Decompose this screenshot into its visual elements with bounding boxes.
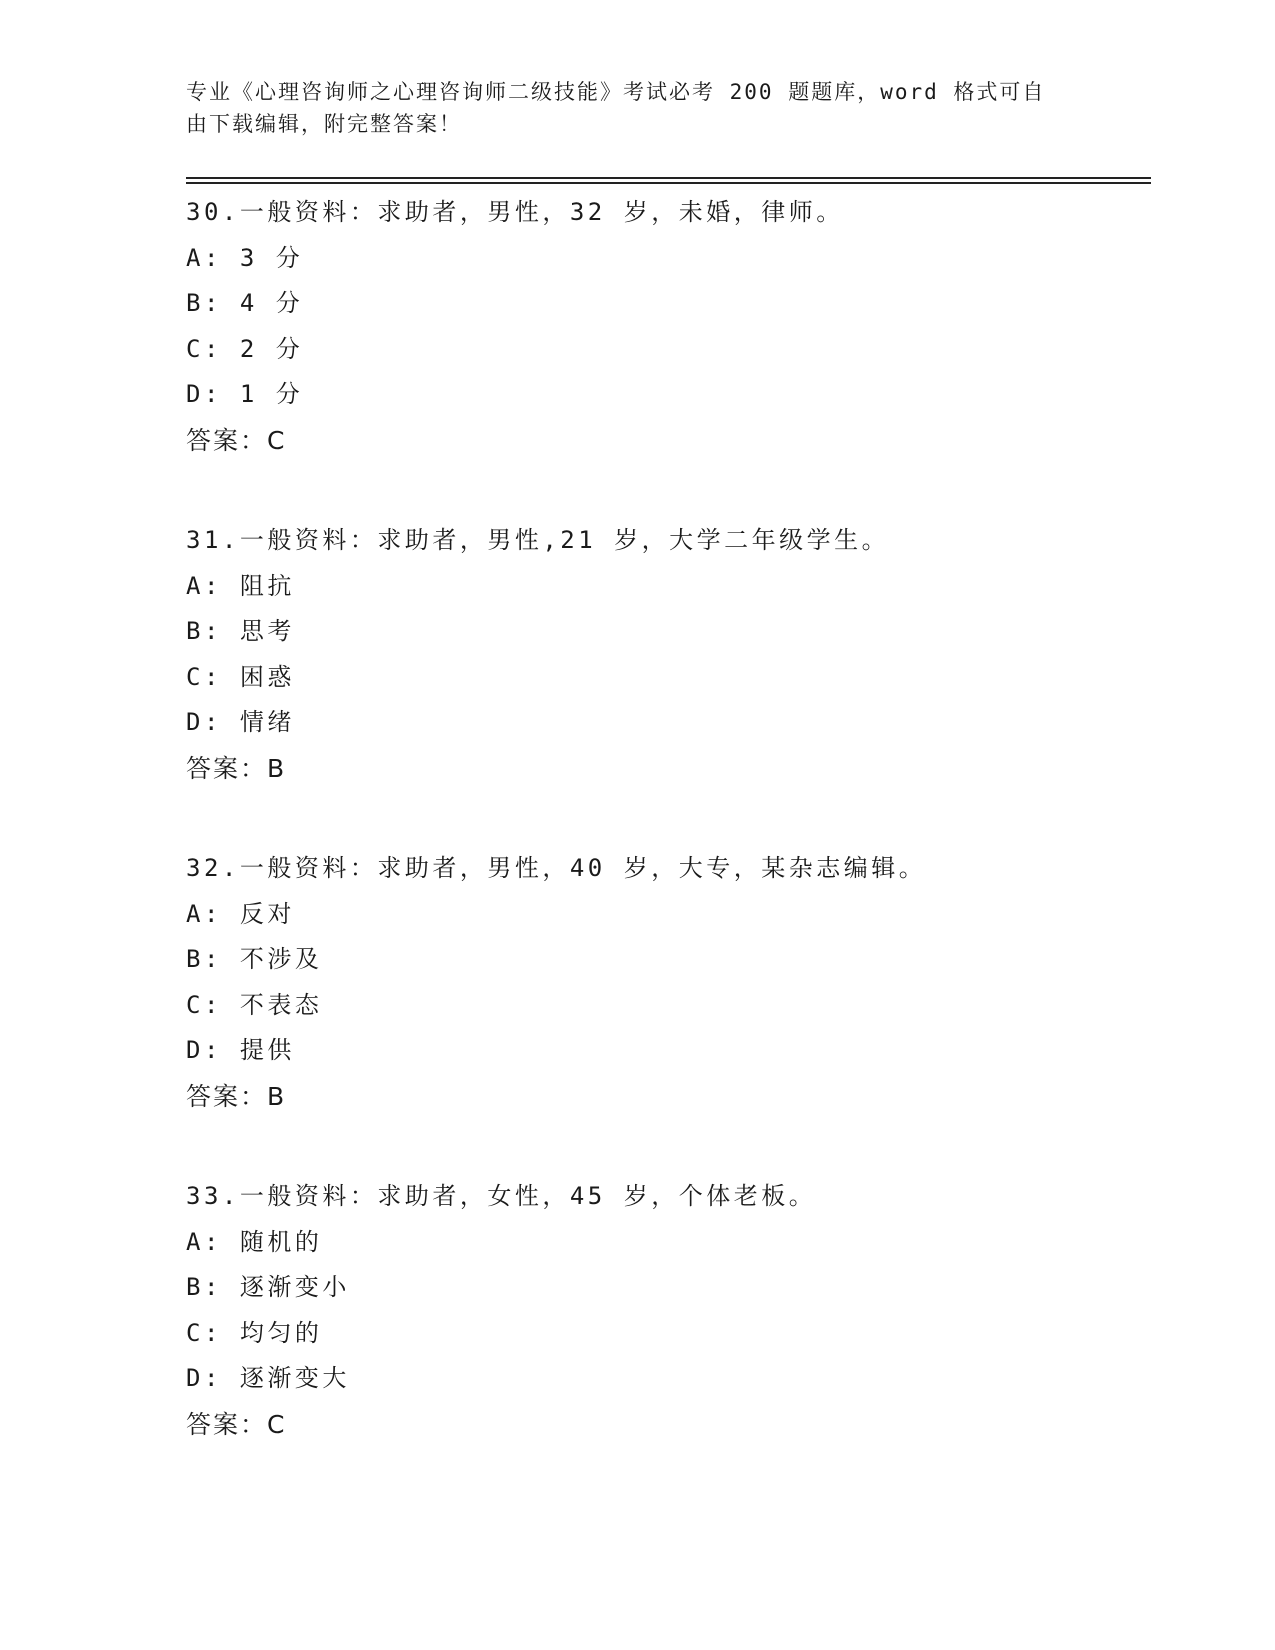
answer-line: 答案：B: [186, 1081, 287, 1111]
question-stem: 30.一般资料：求助者，男性，32 岁，未婚，律师。: [186, 198, 844, 226]
option-a: A: 随机的: [186, 1227, 323, 1256]
option-b: B: 逐渐变小: [186, 1273, 350, 1301]
question-30: [186, 190, 1136, 463]
option-b: B: 4 分: [186, 289, 304, 317]
header-line-1: 专业《心理咨询师之心理咨询师二级技能》考试必考 200 题题库，word 格式可自: [186, 80, 1046, 104]
option-c: C: 均匀的: [186, 1318, 323, 1347]
question-33: [186, 1174, 1136, 1447]
option-d: D: 提供: [186, 1036, 295, 1064]
question-stem: 31.一般资料：求助者，男性,21 岁，大学二年级学生。: [186, 526, 890, 554]
question-32: [186, 846, 1136, 1119]
answer-line: 答案：B: [186, 753, 287, 783]
header-divider-top: [186, 177, 1151, 179]
option-b: B: 思考: [186, 617, 295, 645]
answer-line: 答案：C: [186, 425, 287, 455]
option-c: C: 2 分: [186, 334, 304, 363]
header-line-2: 由下载编辑，附完整答案！: [186, 112, 462, 136]
answer-line: 答案：C: [186, 1409, 287, 1439]
question-stem: 32.一般资料：求助者，男性，40 岁，大专，某杂志编辑。: [186, 854, 927, 882]
option-c: C: 不表态: [186, 990, 323, 1019]
option-d: D: 逐渐变大: [186, 1364, 350, 1392]
document-header: [186, 76, 1076, 140]
option-a: A: 3 分: [186, 243, 304, 272]
option-a: A: 阻抗: [186, 571, 295, 600]
question-stem: 33.一般资料：求助者，女性，45 岁，个体老板。: [186, 1182, 817, 1210]
option-d: D: 1 分: [186, 380, 304, 408]
option-c: C: 困惑: [186, 662, 295, 691]
question-list: [186, 190, 1136, 1502]
option-d: D: 情绪: [186, 708, 295, 736]
option-a: A: 反对: [186, 899, 295, 928]
header-divider-bottom: [186, 182, 1151, 184]
option-b: B: 不涉及: [186, 945, 323, 973]
question-31: [186, 518, 1136, 791]
